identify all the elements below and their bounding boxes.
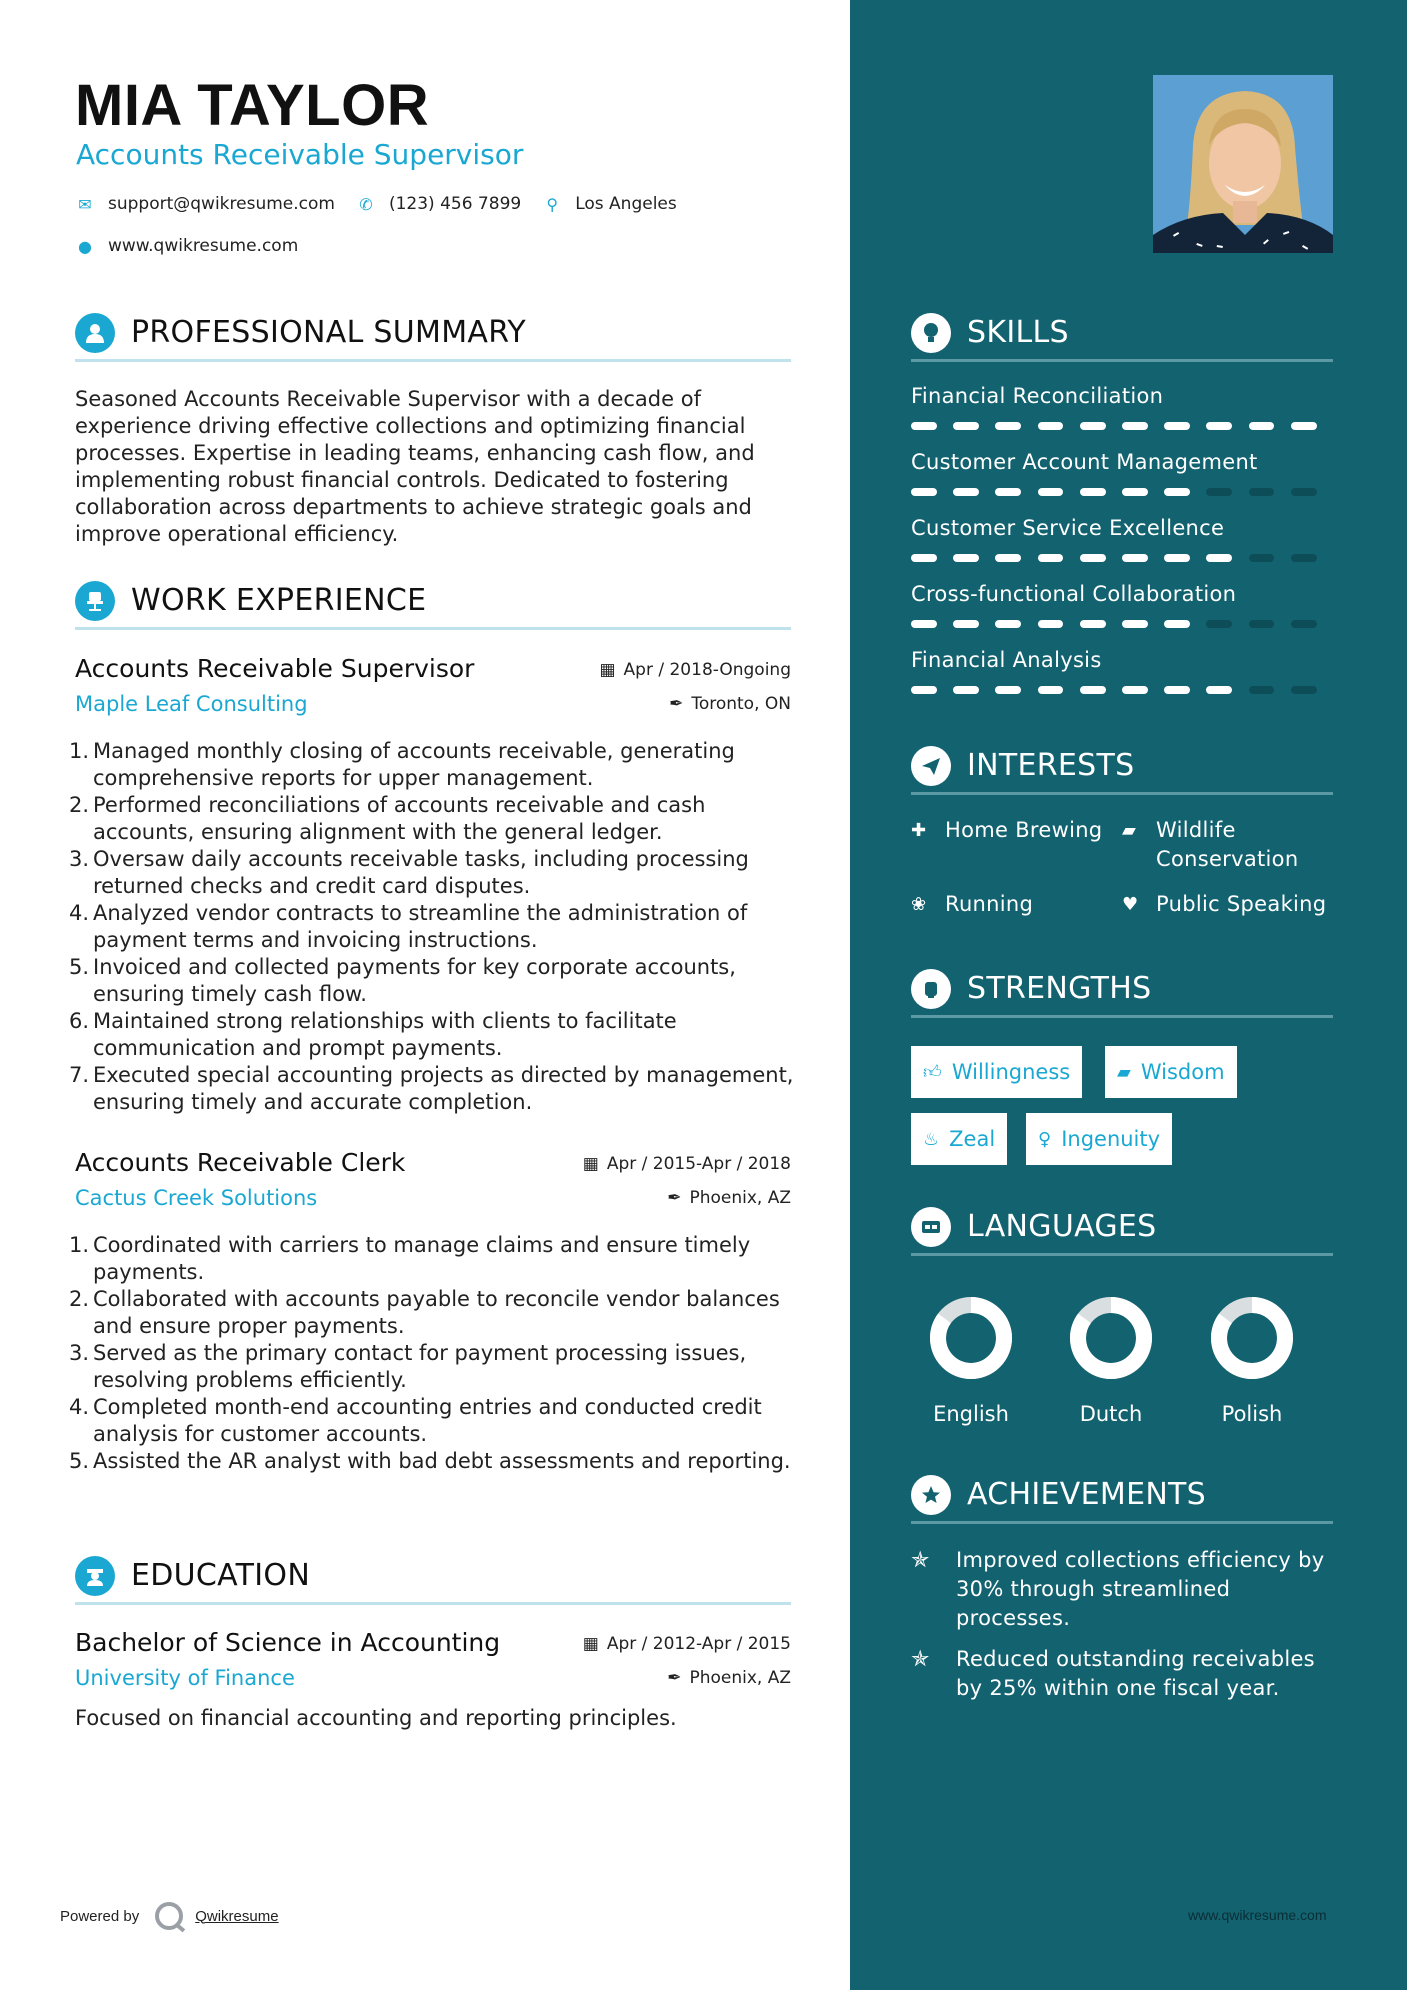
flame-icon: ♨ <box>923 1128 940 1150</box>
skill-dash <box>1206 554 1232 562</box>
achievement-item: ✯ Reduced outstanding receivables by 25% within one fiscal year. <box>911 1645 1341 1703</box>
list-item: 7. Executed special accounting projects as directed by management, ensuring timely and accurate completion. <box>69 1063 794 1114</box>
fist-icon <box>911 969 951 1009</box>
list-item: 3. Served as the primary contact for payment processing issues, resolving problems efficiently. <box>69 1341 747 1392</box>
book-icon: ▰ <box>1117 1061 1131 1083</box>
skill-dash <box>1291 554 1317 562</box>
language-icon <box>911 1207 951 1247</box>
globe-icon: ● <box>78 236 92 256</box>
qwikresume-logo-icon <box>155 1902 183 1930</box>
calendar-icon: ▦ <box>599 660 616 680</box>
location-text: Los Angeles <box>575 194 677 214</box>
skill-dash <box>1206 488 1232 496</box>
interest-item: ▰ Wildlife Conservation <box>1122 816 1342 874</box>
strength-tag: ♨ Zeal <box>911 1113 1007 1165</box>
skill-dash <box>953 620 979 628</box>
pin-icon: ✒ <box>669 694 684 714</box>
lightbulb-icon <box>911 313 951 353</box>
strengths-heading: STRENGTHS <box>911 968 1333 1018</box>
skill-dash <box>1038 488 1064 496</box>
list-item: 1. Coordinated with carriers to manage claims and ensure timely payments. <box>69 1233 751 1284</box>
calendar-icon: ▦ <box>582 1154 599 1174</box>
skill-item: Financial Reconciliation <box>911 384 1333 430</box>
skill-dash <box>1122 422 1148 430</box>
skill-dash <box>911 488 937 496</box>
star-burst-icon: ✯ <box>911 1647 930 1672</box>
language-donut <box>1069 1296 1153 1380</box>
summary-heading: PROFESSIONAL SUMMARY <box>75 312 791 362</box>
interest-item: ❀ Running <box>911 890 1111 919</box>
skill-dash <box>911 422 937 430</box>
footer-powered-by: Powered by Qwikresume <box>60 1902 279 1930</box>
languages-heading: LANGUAGES <box>911 1206 1333 1256</box>
skill-dash <box>1291 686 1317 694</box>
skill-dash <box>953 554 979 562</box>
skill-dash <box>1291 488 1317 496</box>
skill-dash <box>1164 422 1190 430</box>
interest-item: ✚ Home Brewing <box>911 816 1111 845</box>
skill-dash <box>1080 620 1106 628</box>
skill-dash <box>1206 686 1232 694</box>
education-heading: EDUCATION <box>75 1555 791 1605</box>
list-item: 5. Assisted the AR analyst with bad debt assessments and reporting. <box>69 1449 791 1473</box>
user-icon <box>75 313 115 353</box>
skill-dash <box>1122 554 1148 562</box>
skill-dash <box>995 686 1021 694</box>
strength-tag: ▰ Wisdom <box>1105 1046 1237 1098</box>
skill-level-bar <box>911 686 1333 694</box>
skill-dash <box>995 554 1021 562</box>
strength-tag: ♀ Ingenuity <box>1026 1113 1172 1165</box>
skill-dash <box>1249 686 1275 694</box>
skill-dash <box>911 686 937 694</box>
chair-icon <box>75 581 115 621</box>
skill-dash <box>1038 554 1064 562</box>
envelope-icon: ✉ <box>78 194 92 214</box>
language-item: Dutch <box>1051 1296 1171 1426</box>
skill-dash <box>1038 686 1064 694</box>
skill-dash <box>1249 554 1275 562</box>
job-title: Accounts Receivable Supervisor <box>76 138 524 171</box>
job-company: Cactus Creek Solutions <box>75 1186 318 1210</box>
education-description: Focused on financial accounting and reporting principles. <box>75 1706 677 1730</box>
skill-dash <box>1164 686 1190 694</box>
skill-item: Cross-functional Collaboration <box>911 582 1333 628</box>
star-icon <box>911 1475 951 1515</box>
skill-dash <box>1080 554 1106 562</box>
skill-dash <box>953 422 979 430</box>
skill-dash <box>1080 686 1106 694</box>
language-donut <box>929 1296 1013 1380</box>
school: University of Finance <box>75 1666 295 1690</box>
list-item: 4. Completed month-end accounting entries and conducted credit analysis for customer accounts. <box>69 1395 762 1446</box>
job-duties <box>69 1232 799 1475</box>
skill-level-bar <box>911 422 1333 430</box>
skill-dash <box>911 620 937 628</box>
skill-dash <box>995 488 1021 496</box>
skill-level-bar <box>911 620 1333 628</box>
list-item: 1. Managed monthly closing of accounts receivable, generating comprehensive reports for upper management. <box>69 739 735 790</box>
skill-level-bar <box>911 554 1333 562</box>
degree: Bachelor of Science in Accounting <box>75 1628 501 1657</box>
thumbs-up-icon: 👍︎ <box>923 1062 942 1083</box>
skill-item: Financial Analysis <box>911 648 1333 694</box>
interests-heading: INTERESTS <box>911 745 1333 795</box>
list-item: 2. Collaborated with accounts payable to reconcile vendor balances and ensure proper payments. <box>69 1287 780 1338</box>
skill-dash <box>1038 620 1064 628</box>
achievements-heading: ACHIEVEMENTS <box>911 1474 1333 1524</box>
job-date: Apr / 2018-Ongoing <box>623 660 791 680</box>
lightbulb-icon: ♀ <box>1038 1128 1052 1150</box>
skills-heading: SKILLS <box>911 312 1333 362</box>
skill-dash <box>1249 488 1275 496</box>
paw-icon: ❀ <box>911 894 927 915</box>
skill-dash <box>953 686 979 694</box>
job-company: Maple Leaf Consulting <box>75 692 308 716</box>
list-item: 6. Maintained strong relationships with clients to facilitate communication and prompt payments. <box>69 1009 677 1060</box>
language-item: English <box>911 1296 1031 1426</box>
skill-dash <box>1038 422 1064 430</box>
pin-icon: ✒ <box>667 1188 682 1208</box>
skill-dash <box>995 422 1021 430</box>
education-date: Apr / 2012-Apr / 2015 <box>606 1634 791 1654</box>
job-date: Apr / 2015-Apr / 2018 <box>606 1154 791 1174</box>
education-location: Phoenix, AZ <box>689 1668 791 1688</box>
language-item: Polish <box>1192 1296 1312 1426</box>
skill-dash <box>1206 422 1232 430</box>
skill-dash <box>1206 620 1232 628</box>
profile-photo <box>1153 75 1333 253</box>
phone-text: (123) 456 7899 <box>388 194 522 214</box>
paper-plane-icon <box>911 746 951 786</box>
website-link[interactable]: www.qwikresume.com <box>108 236 299 256</box>
list-item: 2. Performed reconciliations of accounts receivable and cash accounts, ensuring alignment with the general ledger. <box>69 793 706 844</box>
summary-text: Seasoned Accounts Receivable Supervisor with a decade of experience driving effective collections and optimizing financial processes. Expertise in leading teams, enhancing cash flow, and implementing robust financial controls. Dedicated to fostering collaboration across departments to achieve strategic goals and improve operational efficiency. <box>75 387 755 546</box>
contact-row-2 <box>76 236 320 256</box>
calendar-icon: ▦ <box>582 1634 599 1654</box>
skill-dash <box>911 554 937 562</box>
skill-dash <box>1164 488 1190 496</box>
job-role: Accounts Receivable Clerk <box>75 1148 406 1177</box>
book-icon: ▰ <box>1122 820 1137 841</box>
contact-row <box>76 194 699 214</box>
skill-level-bar <box>911 488 1333 496</box>
list-item: 3. Oversaw daily accounts receivable tasks, including processing returned checks and credit card disputes. <box>69 847 749 898</box>
language-donut <box>1210 1296 1294 1380</box>
candidate-name: MIA TAYLOR <box>75 73 430 138</box>
education-entry <box>75 1628 791 1748</box>
footer-site-link[interactable]: www.qwikresume.com <box>1188 1907 1327 1923</box>
skill-dash <box>1122 488 1148 496</box>
heartbeat-icon: ♥ <box>1122 894 1139 915</box>
list-item: 4. Analyzed vendor contracts to streamline the administration of payment terms and invoicing instructions. <box>69 901 748 952</box>
job-entry <box>69 1148 791 1508</box>
skill-item: Customer Service Excellence <box>911 516 1333 562</box>
skill-dash <box>1122 620 1148 628</box>
pin-icon: ✒ <box>667 1668 682 1688</box>
job-duties <box>69 738 799 1116</box>
phone-icon: ✆ <box>359 194 373 214</box>
experience-heading: WORK EXPERIENCE <box>75 580 791 630</box>
skill-item: Customer Account Management <box>911 450 1333 496</box>
job-entry <box>69 654 794 1114</box>
achievement-item: ✯ Improved collections efficiency by 30% through streamlined processes. <box>911 1546 1341 1633</box>
interest-item: ♥ Public Speaking <box>1122 890 1342 919</box>
job-location: Toronto, ON <box>691 694 791 714</box>
skill-dash <box>1291 620 1317 628</box>
skill-dash <box>1164 620 1190 628</box>
skill-dash <box>1249 422 1275 430</box>
skill-dash <box>1122 686 1148 694</box>
skill-dash <box>1080 422 1106 430</box>
skill-dash <box>1164 554 1190 562</box>
skill-dash <box>1249 620 1275 628</box>
puzzle-icon: ✚ <box>911 820 927 841</box>
skill-dash <box>1080 488 1106 496</box>
qwikresume-link[interactable]: Qwikresume <box>195 1907 279 1925</box>
star-burst-icon: ✯ <box>911 1548 930 1573</box>
graduate-icon <box>75 1556 115 1596</box>
skill-dash <box>953 488 979 496</box>
job-location: Phoenix, AZ <box>689 1188 791 1208</box>
map-marker-icon: ⚲ <box>546 194 559 214</box>
skill-dash <box>995 620 1021 628</box>
strength-tag: 👍︎ Willingness <box>911 1046 1082 1098</box>
list-item: 5. Invoiced and collected payments for key corporate accounts, ensuring timely cash flow. <box>69 955 736 1006</box>
job-role: Accounts Receivable Supervisor <box>75 654 475 683</box>
email-link[interactable]: support@qwikresume.com <box>108 194 335 214</box>
skill-dash <box>1291 422 1317 430</box>
